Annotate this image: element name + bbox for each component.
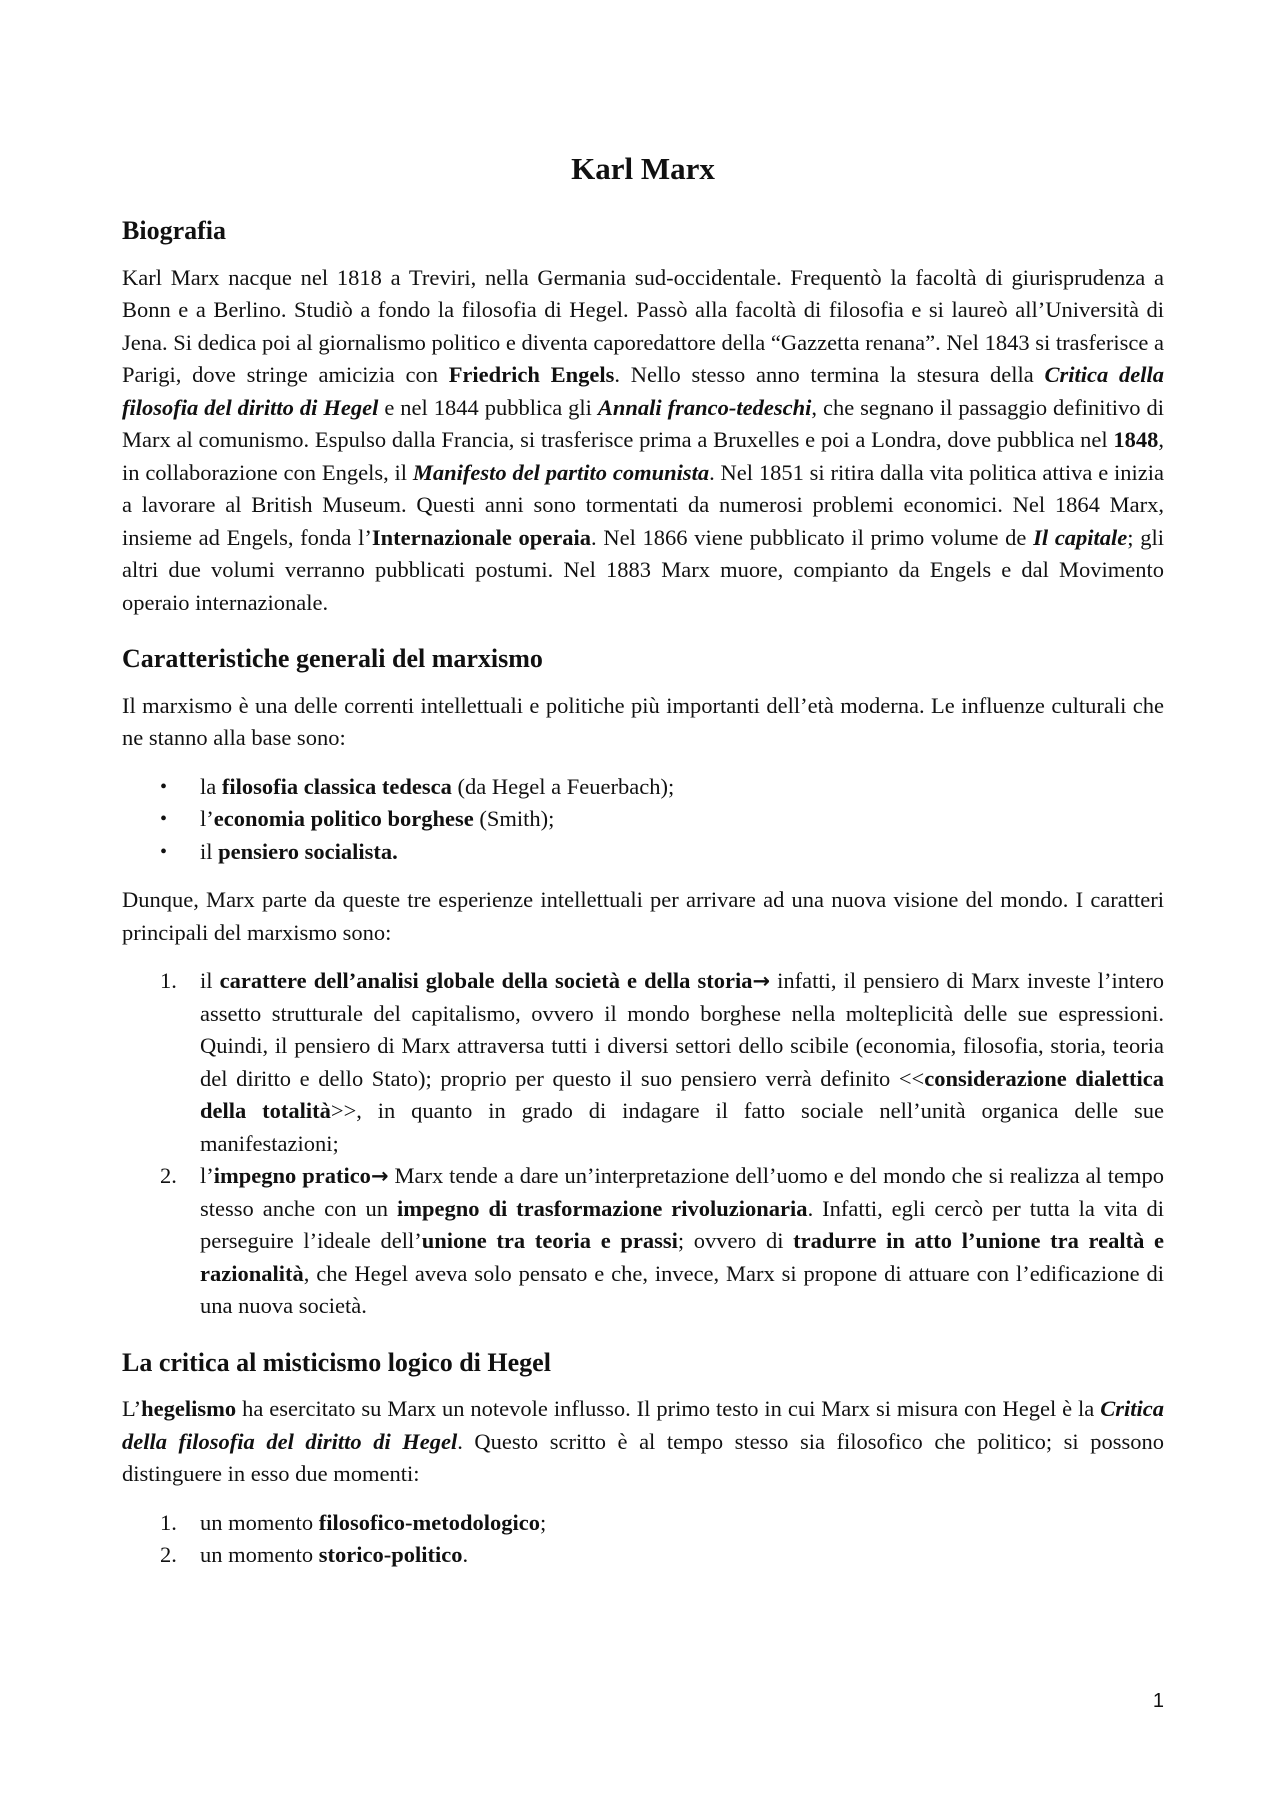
arrow-right-icon: → [752, 969, 771, 994]
list-item: • la filosofia classica tedesca (da Hegel a Feuerbach); [122, 771, 1164, 804]
list-item: 2. un momento storico-politico. [160, 1542, 469, 1568]
moments-list [122, 1507, 1164, 1572]
heading-biografia: Biografia [122, 216, 226, 246]
bullet-icon: • [160, 775, 168, 798]
caratteristiche-transition: Dunque, Marx parte da queste tre esperienze intellettuali per arrivare ad una nuova visione del mondo. I caratteri principali del marxismo sono: [122, 887, 1164, 945]
page-number: 1 [1152, 1690, 1164, 1712]
bullet-icon: • [160, 808, 168, 831]
arrow-right-icon: → [370, 1164, 389, 1189]
heading-caratteristiche: Caratteristiche generali del marxismo [122, 644, 543, 674]
list-item: • il pensiero socialista. [122, 836, 1164, 869]
influences-list [122, 771, 1164, 869]
list-item: 1. un momento filosofico-metodologico; [160, 1509, 547, 1535]
critica-paragraph: L’hegelismo ha esercitato su Marx un notevole influsso. Il primo testo in cui Marx si misura con Hegel è la Critica della filosofia del diritto di Hegel. Questo scritto è al tempo stesso sia filosofico che politico; si possono distinguere in esso due momenti: [122, 1396, 1164, 1487]
list-item: • l’economia politico borghese (Smith); [122, 803, 1164, 836]
list-item: 2. l’impegno pratico→ Marx tende a dare un’interpretazione dell’uomo e del mondo che si realizza al tempo stesso anche con un impegno di trasformazione rivoluzionaria. Infatti, egli cercò per tutta la vita di perseguire l’ideale dell’unione tra teoria e prassi; ovvero di tradurre in atto l’unione tra realtà e razionalità, che Hegel aveva solo pensato e che, invece, Marx si propone di attuare con l’edificazione di una nuova società. [160, 1163, 1165, 1319]
document-title: Karl Marx [571, 151, 715, 186]
list-item: 1. il carattere dell’analisi globale della società e della storia→ infatti, il pensiero di Marx investe l’intero assetto strutturale del capitalismo, ovvero il mondo borghese nella molteplicità delle sue espressioni. Quindi, il pensiero di Marx attraversa tutti i diversi settori dello scibile (economia, filosofia, storia, teoria del diritto e dello Stato); proprio per questo il suo pensiero verrà definito <<considerazione dialettica della totalità>>, in quanto in grado di indagare il fatto sociale nell’unità organica delle sue manifestazioni; [160, 968, 1165, 1156]
heading-critica: La critica al misticismo logico di Hegel [122, 1347, 551, 1377]
characteristics-list [122, 965, 1164, 1323]
biografia-paragraph: Karl Marx nacque nel 1818 a Treviri, nella Germania sud-occidentale. Frequentò la facoltà di giurisprudenza a Bonn e a Berlino. Studiò a fondo la filosofia di Hegel. Passò alla facoltà di filosofia e si laureò all’Università di Jena. Si dedica poi al giornalismo politico e diventa caporedattore della “Gazzetta renana”. Nel 1843 si trasferisce a Parigi, dove stringe amicizia con Friedrich Engels. Nello stesso anno termina la stesura della Critica della filosofia del diritto di Hegel e nel 1844 pubblica gli Annali franco-tedeschi, che segnano il passaggio definitivo di Marx al comunismo. Espulso dalla Francia, si trasferisce prima a Bruxelles e poi a Londra, dove pubblica nel 1848, in collaborazione con Engels, il Manifesto del partito comunista. Nel 1851 si ritira dalla vita politica attiva e inizia a lavorare al British Museum. Questi anni sono tormentati da numerosi problemi economici. Nel 1864 Marx, insieme ad Engels, fonda l’Internazionale operaia. Nel 1866 viene pubblicato il primo volume de Il capitale; gli altri due volumi verranno pubblicati postumi. Nel 1883 Marx muore, compianto da Engels e dal Movimento operaio internazionale. [122, 264, 1164, 615]
document-page [122, 150, 1164, 1588]
caratteristiche-intro: Il marxismo è una delle correnti intellettuali e politiche più importanti dell’età moderna. Le influenze culturali che ne stanno alla base sono: [122, 692, 1164, 751]
bullet-icon: • [160, 840, 168, 863]
